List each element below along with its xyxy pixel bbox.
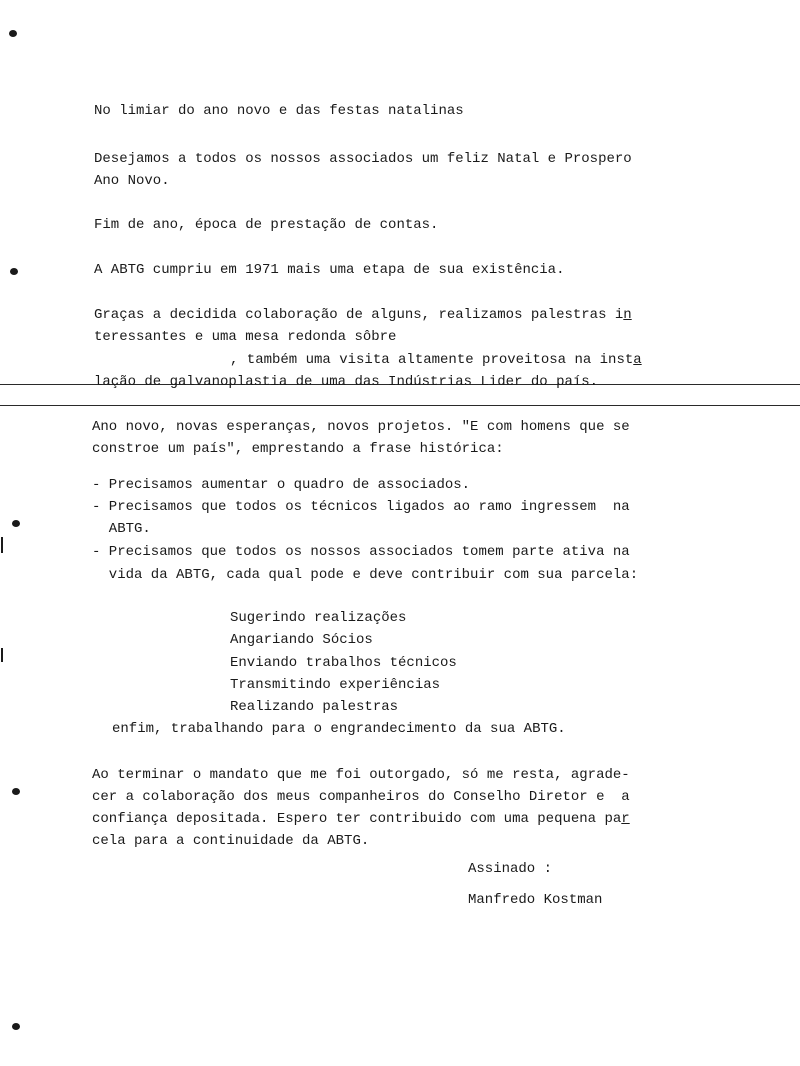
paragraph-line: Desejamos a todos os nossos associados um feliz Natal e Prospero (94, 151, 632, 167)
greeting-line: No limiar do ano novo e das festas natalinas (94, 103, 464, 119)
action-item: Realizando palestras (230, 699, 399, 715)
edge-mark (1, 537, 3, 553)
bullet-item: - Precisamos que todos os técnicos ligados ao ramo ingressem na (92, 499, 630, 515)
action-item: Enviando trabalhos técnicos (230, 655, 457, 671)
paragraph-line: A ABTG cumpriu em 1971 mais uma etapa de sua existência. (94, 262, 565, 278)
punch-hole-mark (10, 268, 18, 275)
paragraph-line: Ao terminar o mandato que me foi outorgado, só me resta, agrade- (92, 767, 630, 783)
punch-hole-mark (12, 1023, 20, 1030)
bullet-item: vida da ABTG, cada qual pode e deve contribuir com sua parcela: (92, 567, 639, 583)
paragraph-line: Ano Novo. (94, 173, 170, 189)
bullet-item: - Precisamos aumentar o quadro de associados. (92, 477, 471, 493)
closing-line: enfim, trabalhando para o engrandecimento da sua ABTG. (112, 721, 566, 737)
fold-rule (0, 405, 800, 406)
action-item: Sugerindo realizações (230, 610, 407, 626)
paragraph-line: Fim de ano, época de prestação de contas. (94, 217, 439, 233)
paragraph-line: , também uma visita altamente proveitosa na insta (230, 352, 642, 368)
action-item: Angariando Sócios (230, 632, 373, 648)
paragraph-line: lação de galvanoplastia de uma das Indústrias Lider do país. (94, 374, 599, 390)
bullet-item: ABTG. (92, 521, 151, 537)
paragraph-line: constroe um país", emprestando a frase histórica: (92, 441, 504, 457)
paragraph-line: cela para a continuidade da ABTG. (92, 833, 370, 849)
edge-mark (1, 648, 3, 662)
bullet-item: - Precisamos que todos os nossos associados tomem parte ativa na (92, 544, 630, 560)
punch-hole-mark (12, 788, 20, 795)
paragraph-line: cer a colaboração dos meus companheiros do Conselho Diretor e a (92, 789, 630, 805)
paragraph-line: Graças a decidida colaboração de alguns, realizamos palestras in (94, 307, 632, 323)
paragraph-line: teressantes e uma mesa redonda sôbre (94, 329, 397, 345)
signer-name: Manfredo Kostman (468, 892, 603, 908)
punch-hole-mark (9, 30, 17, 37)
punch-hole-mark (12, 520, 20, 527)
paragraph-line: confiança depositada. Espero ter contribuido com uma pequena par (92, 811, 630, 827)
action-item: Transmitindo experiências (230, 677, 441, 693)
signed-label: Assinado : (468, 861, 553, 877)
paragraph-line: Ano novo, novas esperanças, novos projetos. "E com homens que se (92, 419, 630, 435)
